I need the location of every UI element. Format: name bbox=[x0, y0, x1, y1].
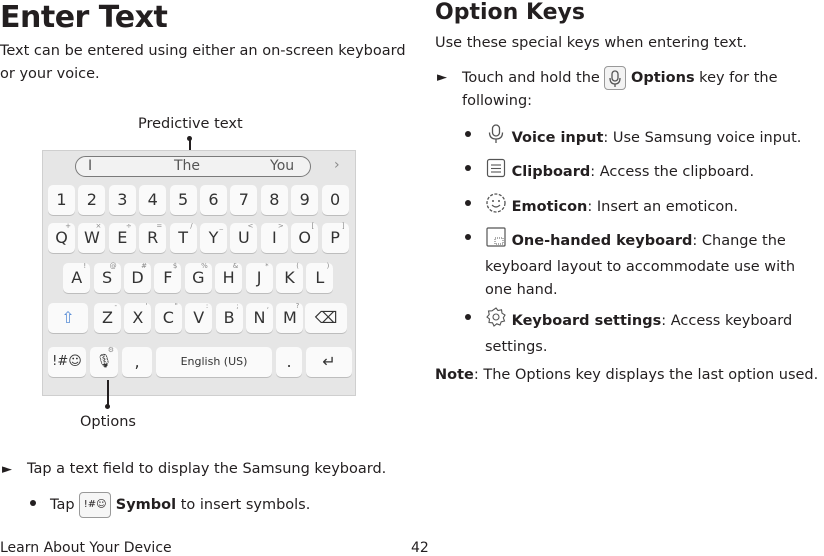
bullet-dot bbox=[30, 500, 36, 506]
option-name: One-handed keyboard bbox=[511, 233, 693, 249]
spacebar-key bbox=[156, 347, 272, 377]
callout-options: Options bbox=[80, 414, 136, 430]
option-name: Clipboard bbox=[511, 164, 591, 180]
key-secondary: - bbox=[114, 302, 117, 310]
key-letter bbox=[276, 263, 303, 293]
key-label: E bbox=[117, 228, 128, 247]
key-label: 6 bbox=[208, 190, 219, 209]
key-label: D bbox=[131, 268, 144, 287]
key-letter bbox=[306, 263, 333, 293]
intro-text: Text can be entered using either an on-screen keyboard or your voice. bbox=[0, 43, 406, 82]
bullet-dot bbox=[465, 314, 471, 320]
key-secondary: ( bbox=[296, 262, 299, 270]
callout-predictive-text: Predictive text bbox=[138, 116, 243, 132]
key-label: J bbox=[256, 268, 262, 287]
key-letter bbox=[78, 223, 105, 253]
option-item-keyboard-settings bbox=[485, 306, 805, 359]
key-secondary: # bbox=[141, 262, 147, 270]
arrow-bullet-icon: ► bbox=[2, 462, 12, 477]
key-letter bbox=[185, 303, 212, 333]
key-letter bbox=[155, 303, 182, 333]
key-secondary: ⚙ bbox=[107, 346, 114, 354]
key-secondary: : bbox=[205, 302, 209, 310]
option-item-emoticon bbox=[485, 192, 820, 222]
options-key bbox=[90, 347, 118, 377]
key-secondary: , bbox=[266, 302, 269, 310]
footer-section: Learn About Your Device bbox=[0, 540, 172, 556]
page-number: 42 bbox=[411, 540, 429, 556]
key-label: M bbox=[282, 308, 297, 327]
key-secondary: ' bbox=[145, 302, 148, 310]
step-tap-text: Tap bbox=[50, 497, 75, 513]
key-secondary: × bbox=[95, 222, 102, 230]
prediction-word: You bbox=[270, 158, 295, 174]
key-label: !#☺ bbox=[52, 354, 82, 369]
key-letter bbox=[124, 303, 151, 333]
key-secondary: % bbox=[201, 262, 208, 270]
one-handed-icon bbox=[485, 226, 507, 256]
shift-key bbox=[48, 303, 88, 333]
key-label: ⇧ bbox=[61, 308, 75, 327]
key-letter bbox=[291, 223, 318, 253]
key-secondary: @ bbox=[109, 262, 117, 270]
key-secondary: & bbox=[232, 262, 239, 270]
bullet-dot bbox=[465, 234, 471, 240]
key-label: G bbox=[192, 268, 205, 287]
key-letter bbox=[216, 303, 243, 333]
key-label: 2 bbox=[86, 190, 97, 209]
bullet-dot bbox=[465, 165, 471, 171]
key-letter bbox=[94, 303, 121, 333]
option-desc: : Insert an emoticon. bbox=[587, 199, 739, 215]
option-item-clipboard bbox=[485, 157, 820, 187]
option-name: Keyboard settings bbox=[511, 313, 662, 329]
callout-dot-options bbox=[105, 404, 110, 409]
key-label: O bbox=[298, 228, 311, 247]
key-letter bbox=[215, 263, 242, 293]
microphone-icon bbox=[485, 123, 507, 153]
key-label: P bbox=[330, 228, 340, 247]
key-letter bbox=[230, 223, 257, 253]
key-letter bbox=[200, 223, 227, 253]
key-label: I bbox=[271, 228, 277, 247]
key-number bbox=[200, 185, 227, 215]
key-label: A bbox=[71, 268, 83, 287]
key-label: X bbox=[132, 308, 144, 327]
key-secondary: ; bbox=[236, 302, 239, 310]
key-label: B bbox=[223, 308, 235, 327]
key-number bbox=[170, 185, 197, 215]
key-letter bbox=[322, 223, 349, 253]
note-label: Note bbox=[435, 367, 474, 383]
key-secondary: ÷ bbox=[125, 222, 132, 230]
key-label: V bbox=[193, 308, 205, 327]
options-key-icon bbox=[604, 66, 626, 90]
key-letter bbox=[94, 263, 121, 293]
option-item-one-handed bbox=[485, 226, 824, 302]
bullet-dot bbox=[465, 131, 471, 137]
prediction-bar bbox=[75, 156, 311, 177]
key-letter bbox=[48, 223, 75, 253]
keyboard-illustration bbox=[42, 150, 356, 396]
backspace-key bbox=[305, 303, 347, 333]
arrow-bullet-icon: ► bbox=[437, 70, 447, 85]
key-number bbox=[109, 185, 136, 215]
options-instruction-post: key for the following: bbox=[462, 70, 778, 109]
option-desc: : Use Samsung voice input. bbox=[603, 130, 802, 146]
key-label: 3 bbox=[117, 190, 128, 209]
option-name: Emoticon bbox=[511, 199, 588, 215]
key-number bbox=[139, 185, 166, 215]
key-letter bbox=[139, 223, 166, 253]
comma-key bbox=[122, 347, 152, 377]
key-secondary: ) bbox=[326, 262, 330, 270]
key-letter bbox=[63, 263, 90, 293]
key-letter bbox=[109, 223, 136, 253]
key-label: Z bbox=[102, 308, 113, 327]
options-instruction bbox=[462, 66, 812, 113]
key-number bbox=[291, 185, 318, 215]
key-label: English (US) bbox=[180, 355, 248, 368]
callout-dot-predictive bbox=[187, 136, 192, 141]
key-label: 7 bbox=[238, 190, 249, 209]
key-secondary: ] bbox=[341, 222, 345, 230]
key-letter bbox=[170, 223, 197, 253]
key-number bbox=[322, 185, 349, 215]
option-desc: : Access the clipboard. bbox=[590, 164, 755, 180]
key-secondary: + bbox=[65, 222, 71, 230]
key-label: N bbox=[253, 308, 266, 327]
key-letter bbox=[261, 223, 288, 253]
key-label: T bbox=[178, 228, 188, 247]
symbol-keyword: Symbol bbox=[115, 497, 177, 513]
bullet-dot bbox=[465, 200, 471, 206]
note bbox=[435, 364, 824, 387]
chevron-right-icon: › bbox=[334, 157, 340, 173]
key-secondary: " bbox=[174, 302, 178, 310]
key-label: 1 bbox=[56, 190, 67, 209]
key-label: ⌫ bbox=[314, 308, 338, 327]
key-label: Y bbox=[208, 228, 219, 247]
option-desc: : Access keyboard settings. bbox=[485, 313, 793, 355]
key-number bbox=[230, 185, 257, 215]
option-item-voice-input bbox=[485, 123, 820, 153]
key-secondary: < bbox=[247, 222, 254, 230]
enter-key bbox=[306, 347, 352, 377]
section-title: Option Keys bbox=[435, 0, 585, 25]
key-label: H bbox=[222, 268, 235, 287]
key-secondary: ! bbox=[83, 262, 87, 270]
key-label: ↵ bbox=[322, 352, 336, 371]
prediction-word: The bbox=[174, 158, 201, 174]
key-letter bbox=[154, 263, 181, 293]
key-letter bbox=[246, 303, 273, 333]
key-secondary: / bbox=[190, 222, 193, 230]
step-text: Tap a text field to display the Samsung keyboard. bbox=[27, 461, 387, 477]
key-secondary: [ bbox=[311, 222, 315, 230]
key-secondary: = bbox=[156, 222, 163, 230]
key-number bbox=[48, 185, 75, 215]
key-label: K bbox=[284, 268, 295, 287]
option-desc: : Change the keyboard layout to accommodate use with one hand. bbox=[485, 233, 796, 298]
key-label: 8 bbox=[269, 190, 280, 209]
key-secondary: _ bbox=[219, 222, 223, 230]
symbol-key bbox=[48, 347, 86, 377]
key-label: 0 bbox=[330, 190, 341, 209]
key-label: C bbox=[162, 308, 174, 327]
key-label: F bbox=[163, 268, 173, 287]
page-title: Enter Text bbox=[0, 0, 168, 35]
symbol-step bbox=[50, 492, 310, 518]
key-label: 🎙 bbox=[95, 354, 113, 369]
symbol-step-desc: to insert symbols. bbox=[176, 497, 311, 513]
key-label: , bbox=[134, 352, 140, 371]
key-letter bbox=[185, 263, 212, 293]
key-secondary: > bbox=[277, 222, 284, 230]
key-label: W bbox=[83, 228, 100, 247]
key-letter bbox=[246, 263, 273, 293]
key-secondary: * bbox=[265, 262, 269, 270]
key-label: Q bbox=[55, 228, 68, 247]
note-text: : The Options key displays the last option used. bbox=[473, 367, 819, 383]
symbol-key-icon: !#☺ bbox=[79, 492, 111, 518]
key-letter bbox=[276, 303, 303, 333]
key-secondary: $ bbox=[172, 262, 178, 270]
key-number bbox=[78, 185, 105, 215]
option-name: Voice input bbox=[511, 130, 604, 146]
section-intro: Use these special keys when entering text. bbox=[435, 35, 748, 51]
emoticon-icon bbox=[485, 192, 507, 222]
key-number bbox=[261, 185, 288, 215]
key-secondary: ? bbox=[295, 302, 300, 310]
key-label: U bbox=[238, 228, 250, 247]
key-label: 4 bbox=[147, 190, 158, 209]
key-label: S bbox=[102, 268, 113, 287]
options-instruction-pre: Touch and hold the bbox=[462, 70, 600, 86]
key-label: . bbox=[286, 352, 292, 371]
key-label: R bbox=[147, 228, 159, 247]
key-label: L bbox=[315, 268, 325, 287]
period-key bbox=[276, 347, 302, 377]
key-label: 9 bbox=[299, 190, 310, 209]
key-label: 5 bbox=[178, 190, 189, 209]
options-keyword: Options bbox=[631, 70, 695, 86]
prediction-word: I bbox=[88, 158, 93, 174]
key-letter bbox=[124, 263, 151, 293]
gear-icon bbox=[485, 306, 507, 336]
clipboard-icon bbox=[485, 157, 507, 187]
callout-line-options bbox=[107, 380, 109, 406]
